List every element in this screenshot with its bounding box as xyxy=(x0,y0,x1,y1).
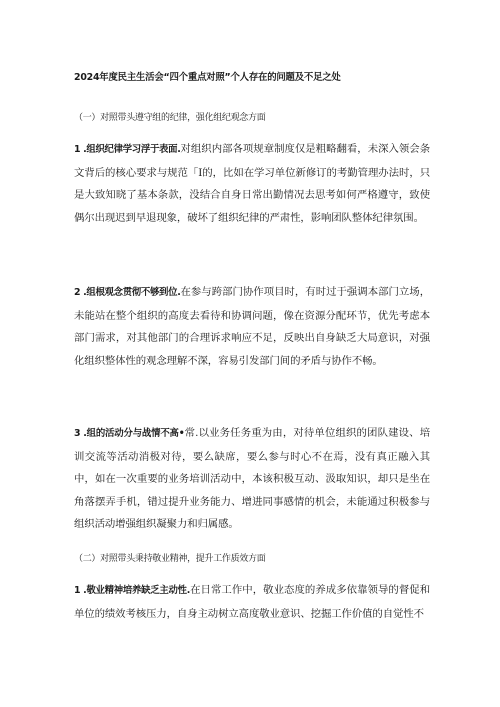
paragraph-2-1-body: 在日常工作中，敬业态度的养成多依靠领导的督促和单位的绩效考核压力，自身主动树立高度敬业意识、挖掘工作价值的自觉性不 xyxy=(74,584,430,620)
section-heading-1: （一）对照带头遵守组的纪律，强化组纪观念方面 xyxy=(74,113,266,123)
paragraph-1-2 xyxy=(74,281,430,372)
paragraph-1-1 xyxy=(74,138,430,229)
document-title: 2024年度民主生活会“四个重点对照”个人存在的问题及不足之处 xyxy=(74,72,341,83)
paragraph-1-3-heading: 3 .组的活动分与战情不高• xyxy=(74,428,185,439)
section-heading-2: （二）对照带头秉持敬业精神，提升工作质效方面 xyxy=(74,554,266,564)
paragraph-1-1-heading: 1 .组织纪律学习浮于表面. xyxy=(74,144,181,155)
paragraph-1-1-body: 对组织内部各项规章制度仅是粗略翻看，未深入领会条文背后的核心要求与规范「I的，比如在学习单位新修订的考勤管理办法时，只是大致知晓了基本条款，没结合自身日常出勤情况去思考如何严格遵守，致使偶尔出现迟到早退现象，破坏了组织纪律的严肃性，影响团队整体纪律氛围。 xyxy=(74,143,430,224)
paragraph-1-2-body: 在参与跨部门协作项目时，有时过于强调本部门立场，未能站在整个组织的高度去看待和协调问题，像在资源分配环节，优先考虑本部门需求，对其他部门的合理诉求响应不足，反映出自身缺乏大局意识，对强化组织整体性的观念理解不深，容易引发部门间的矛盾与协作不畅。 xyxy=(74,286,430,367)
paragraph-1-2-heading: 2 .组根观念贯彻不够到位. xyxy=(74,287,181,298)
paragraph-1-3-body: 常.以业务任务重为由，对待单位组织的团队建设、培训交流等活动消极对待，要么缺席，要么参与时心不在焉，没有真正融入其中，如在一次重要的业务培训活动中，本该积极互动、汲取知识，却只是坐在角落摆弄手机，错过提升业务能力、增进同事感情的机会，未能通过积极参与组织活动增强组织凝聚力和归属感。 xyxy=(74,427,430,531)
paragraph-2-1-heading: 1 .敬业精神培养缺乏主动性. xyxy=(74,585,190,596)
paragraph-1-3 xyxy=(74,422,430,536)
paragraph-2-1 xyxy=(74,579,430,625)
